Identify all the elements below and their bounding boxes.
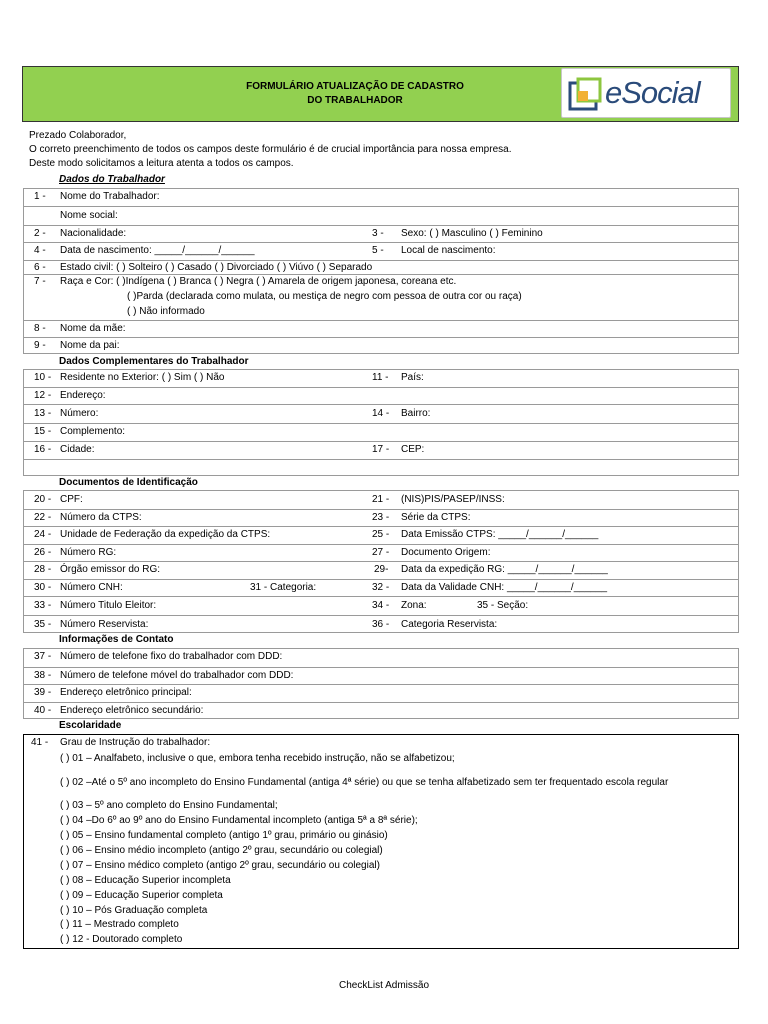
field-number: 15 - bbox=[34, 426, 52, 437]
field-label: País: bbox=[401, 372, 424, 383]
field-label: Nacionalidade: bbox=[60, 228, 127, 239]
field-number: 39 - bbox=[34, 687, 52, 698]
form-title-line2: DO TRABALHADOR bbox=[307, 95, 403, 106]
field-number: 6 - bbox=[34, 262, 46, 273]
section-dados-trabalhador: Dados do Trabalhador bbox=[59, 174, 165, 185]
field-number: 9 - bbox=[34, 340, 46, 351]
section-documentos: Documentos de Identificação bbox=[59, 477, 198, 488]
intro-line: O correto preenchimento de todos os campos deste formulário é de crucial importância para nossa empresa. bbox=[29, 144, 512, 155]
escolaridade-table bbox=[23, 734, 739, 949]
field-number: 13 - bbox=[34, 408, 52, 419]
page-footer: CheckList Admissão bbox=[338, 980, 430, 991]
field-label: Número: bbox=[60, 408, 99, 419]
field-number: 36 - bbox=[372, 619, 390, 630]
section-contato: Informações de Contato bbox=[59, 634, 174, 645]
field-label: Nome do Trabalhador: bbox=[60, 191, 160, 202]
field-label: Número CNH: bbox=[60, 582, 123, 593]
table-row[interactable] bbox=[24, 404, 738, 424]
field-number: 26 - bbox=[34, 547, 52, 558]
table-row[interactable] bbox=[24, 526, 738, 545]
table-row[interactable] bbox=[24, 615, 738, 633]
field-number: 17 - bbox=[372, 444, 390, 455]
table-row[interactable] bbox=[24, 544, 738, 562]
table-row[interactable] bbox=[24, 459, 738, 476]
table-row[interactable] bbox=[24, 387, 738, 405]
table-row[interactable] bbox=[24, 274, 738, 321]
table-row[interactable] bbox=[24, 491, 738, 509]
documentos-table bbox=[23, 490, 739, 633]
field-number: 37 - bbox=[34, 651, 52, 662]
field-label: CEP: bbox=[401, 444, 425, 455]
field-number: 5 - bbox=[372, 245, 384, 256]
field-option: ( ) Não informado bbox=[127, 306, 205, 317]
field-label: Número RG: bbox=[60, 547, 117, 558]
escolaridade-option[interactable]: ( ) 08 – Educação Superior incompleta bbox=[60, 875, 231, 886]
field-label: Número de telefone móvel do trabalhador com DDD: bbox=[60, 670, 294, 681]
field-number: 12 - bbox=[34, 390, 52, 401]
esocial-logo-icon bbox=[568, 77, 604, 111]
field-label: Estado civil: ( ) Solteiro ( ) Casado ( ) Divorciado ( ) Viúvo ( ) Separado bbox=[60, 262, 373, 273]
table-row[interactable] bbox=[24, 649, 738, 667]
field-label: Categoria Reservista: bbox=[401, 619, 498, 630]
field-label: Data da expedição RG: _____/______/______ bbox=[401, 564, 608, 575]
escolaridade-option[interactable]: ( ) 02 –Até o 5º ano incompleto do Ensino Fundamental (antiga 4ª série) ou que se tenha alfabetizado sem ter frequentado escola regular bbox=[60, 777, 669, 788]
section-dados-complementares: Dados Complementares do Trabalhador bbox=[59, 356, 249, 367]
form-title bbox=[193, 80, 517, 108]
table-row[interactable] bbox=[24, 561, 738, 580]
escolaridade-option[interactable]: ( ) 10 – Pós Graduação completa bbox=[60, 905, 208, 916]
form-title-line1: FORMULÁRIO ATUALIZAÇÃO DE CADASTRO bbox=[246, 81, 464, 92]
field-number: 1 - bbox=[34, 191, 46, 202]
field-label: Residente no Exterior: ( ) Sim ( ) Não bbox=[60, 372, 225, 383]
table-row[interactable] bbox=[24, 667, 738, 685]
table-row[interactable] bbox=[24, 684, 738, 703]
field-number: 30 - bbox=[34, 582, 52, 593]
field-label: Série da CTPS: bbox=[401, 512, 471, 523]
field-label: Sexo: ( ) Masculino ( ) Feminino bbox=[401, 228, 543, 239]
field-label: Número Titulo Eleitor: bbox=[60, 600, 157, 611]
field-number: 27 - bbox=[372, 547, 390, 558]
field-number: 16 - bbox=[34, 444, 52, 455]
field-label: 31 - Categoria: bbox=[250, 582, 317, 593]
field-number: 40 - bbox=[34, 705, 52, 716]
field-label: Endereço eletrônico secundário: bbox=[60, 705, 204, 716]
field-number: 24 - bbox=[34, 529, 52, 540]
field-label: Local de nascimento: bbox=[401, 245, 496, 256]
field-number: 8 - bbox=[34, 323, 46, 334]
field-label: Complemento: bbox=[60, 426, 126, 437]
table-row[interactable] bbox=[24, 242, 738, 261]
field-option: ( )Parda (declarada como mulata, ou mestiça de negro com pessoa de outra cor ou raça) bbox=[127, 291, 522, 302]
intro-greeting: Prezado Colaborador, bbox=[29, 130, 127, 141]
table-row[interactable] bbox=[24, 225, 738, 243]
field-number: 2 - bbox=[34, 228, 46, 239]
table-row[interactable] bbox=[24, 441, 738, 460]
field-label: Nome da pai: bbox=[60, 340, 120, 351]
field-number: 10 - bbox=[34, 372, 52, 383]
escolaridade-option[interactable]: ( ) 05 – Ensino fundamental completo (antigo 1º grau, primário ou ginásio) bbox=[60, 830, 388, 841]
field-number: 21 - bbox=[372, 494, 390, 505]
table-row[interactable] bbox=[24, 702, 738, 719]
table-row[interactable] bbox=[24, 206, 738, 226]
esocial-logo-text: eSocial bbox=[605, 75, 700, 110]
field-number: 20 - bbox=[34, 494, 52, 505]
table-row[interactable] bbox=[24, 370, 738, 387]
field-number: 32 - bbox=[372, 582, 390, 593]
dados-trabalhador-table bbox=[23, 188, 739, 354]
field-label: Número de telefone fixo do trabalhador com DDD: bbox=[60, 651, 283, 662]
field-label: Unidade de Federação da expedição da CTPS: bbox=[60, 529, 271, 540]
table-row[interactable] bbox=[24, 509, 738, 527]
field-label: Documento Origem: bbox=[401, 547, 491, 558]
escolaridade-option[interactable]: ( ) 04 –Do 6º ao 9º ano do Ensino Fundamental incompleto (antiga 5ª a 8ª série); bbox=[60, 815, 418, 826]
field-label: Data Emissão CTPS: _____/______/______ bbox=[401, 529, 599, 540]
table-row[interactable] bbox=[24, 596, 738, 616]
field-label: Órgão emissor do RG: bbox=[60, 564, 161, 575]
field-label: Cidade: bbox=[60, 444, 95, 455]
field-label: Bairro: bbox=[401, 408, 431, 419]
field-number: 23 - bbox=[372, 512, 390, 523]
field-label: Raça e Cor: ( )Indígena ( ) Branca ( ) Negra ( ) Amarela de origem japonesa, coreana etc. bbox=[60, 276, 457, 287]
field-label: Número da CTPS: bbox=[60, 512, 142, 523]
escolaridade-option[interactable]: ( ) 03 – 5º ano completo do Ensino Fundamental; bbox=[60, 800, 278, 811]
field-number: 11 - bbox=[372, 372, 389, 383]
field-number: 38 - bbox=[34, 670, 52, 681]
field-label: Data da Validade CNH: _____/______/______ bbox=[401, 582, 608, 593]
field-label: (NIS)PIS/PASEP/INSS: bbox=[401, 494, 505, 505]
field-label: Número Reservista: bbox=[60, 619, 149, 630]
escolaridade-option[interactable]: ( ) 07 – Ensino médico completo (antigo 2º grau, secundário ou colegial) bbox=[60, 860, 380, 871]
escolaridade-option[interactable]: ( ) 12 - Doutorado completo bbox=[60, 934, 183, 945]
field-number: 14 - bbox=[372, 408, 390, 419]
field-number: 35 - bbox=[34, 619, 52, 630]
escolaridade-option[interactable]: ( ) 01 – Analfabeto, inclusive o que, embora tenha recebido instrução, não se alfabetizou; bbox=[60, 753, 455, 764]
field-number: 22 - bbox=[34, 512, 52, 523]
field-label: Nome social: bbox=[60, 210, 118, 221]
table-row[interactable] bbox=[24, 579, 738, 597]
table-row[interactable] bbox=[24, 337, 738, 354]
field-number: 3 - bbox=[372, 228, 384, 239]
escolaridade-option[interactable]: ( ) 09 – Educação Superior completa bbox=[60, 890, 223, 901]
field-number: 34 - bbox=[372, 600, 390, 611]
field-number: 7 - bbox=[34, 276, 46, 287]
field-number: 33 - bbox=[34, 600, 52, 611]
field-number: 41 - bbox=[31, 737, 49, 748]
table-row[interactable] bbox=[24, 260, 738, 275]
intro-line: Deste modo solicitamos a leitura atenta a todos os campos. bbox=[29, 158, 294, 169]
field-number: 25 - bbox=[372, 529, 390, 540]
field-label: Endereço eletrônico principal: bbox=[60, 687, 192, 698]
section-escolaridade: Escolaridade bbox=[59, 720, 122, 731]
esocial-logo bbox=[561, 68, 731, 118]
escolaridade-option[interactable]: ( ) 11 – Mestrado completo bbox=[60, 919, 179, 930]
field-number: 28 - bbox=[34, 564, 52, 575]
field-label: Zona: bbox=[401, 600, 427, 611]
field-label: 35 - Seção: bbox=[477, 600, 529, 611]
table-row[interactable] bbox=[24, 423, 738, 442]
table-row[interactable] bbox=[24, 320, 738, 338]
escolaridade-option[interactable]: ( ) 06 – Ensino médio incompleto (antigo 2º grau, secundário ou colegial) bbox=[60, 845, 383, 856]
field-label: CPF: bbox=[60, 494, 83, 505]
table-row[interactable] bbox=[24, 189, 738, 206]
dados-complementares-table bbox=[23, 369, 739, 476]
field-label: Endereço: bbox=[60, 390, 106, 401]
field-number: 4 - bbox=[34, 245, 46, 256]
field-label: Grau de Instrução do trabalhador: bbox=[60, 737, 211, 748]
contato-table bbox=[23, 648, 739, 719]
field-number: 29- bbox=[374, 564, 389, 575]
field-label: Data de nascimento: _____/______/______ bbox=[60, 245, 255, 256]
field-label: Nome da mãe: bbox=[60, 323, 126, 334]
